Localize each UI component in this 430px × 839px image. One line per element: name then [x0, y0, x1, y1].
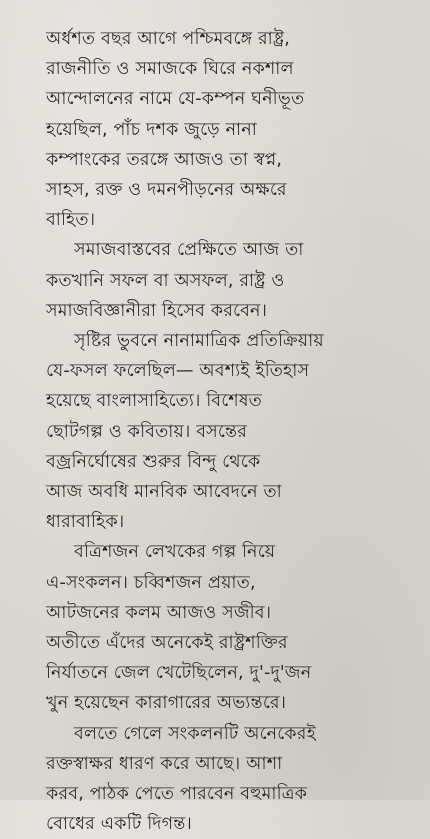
text-line: আজ অবধি মানবিক আবেদনে তা — [46, 482, 282, 503]
text-line: বজ্রনির্ঘোষের শুরুর বিন্দু থেকে — [46, 451, 261, 472]
text-line: বোধের একটি দিগন্ত। — [46, 814, 192, 835]
text-line: অতীতে এঁদের অনেকেই রাষ্ট্রশক্তির — [46, 633, 288, 654]
text-line: করব, পাঠক পেতে পারবেন বহুমাত্রিক — [46, 784, 308, 805]
text-line: নির্যাতনে জেল খেটেছিলেন, দু'-দু'জন — [46, 663, 312, 684]
text-line: আন্দোলনের নামে যে-কম্পন ঘনীভূত — [46, 89, 305, 110]
paragraph-2 — [46, 235, 408, 326]
text-line: রক্তস্বাক্ষর ধারণ করে আছে। আশা — [46, 753, 283, 774]
text-line: সাহস, রক্ত ও দমনপীড়নের অক্ষরে — [46, 180, 287, 201]
text-line: হয়েছে বাংলাসাহিত্যে। বিশেষত — [46, 391, 263, 412]
text-line: সমাজবাস্তবের প্রেক্ষিতে আজ তা — [74, 240, 304, 261]
text-line: সমাজবিজ্ঞানীরা হিসেব করবেন। — [46, 300, 268, 321]
text-line: সৃষ্টির ভুবনে নানামাত্রিক প্রতিক্রিয়ায় — [74, 331, 324, 352]
paragraph-4 — [46, 537, 408, 718]
paragraph-3 — [46, 326, 408, 537]
text-line: আটজনের কলম আজও সজীব। — [46, 602, 272, 623]
text-line: খুন হয়েছেন কারাগারের অভ্যন্তরে। — [46, 693, 287, 714]
text-line: অর্ধশত বছর আগে পশ্চিমবঙ্গে রাষ্ট্র, — [46, 29, 291, 49]
text-line: বাহিত। — [46, 210, 96, 231]
text-line: কম্পাংকের তরঙ্গে আজও তা স্বপ্ন, — [46, 149, 283, 170]
text-line: যে-ফসল ফলেছিল— অবশ্যই ইতিহাস — [46, 361, 310, 382]
text-line: রাজনীতি ও সমাজকে ঘিরে নকশাল — [46, 59, 294, 80]
text-line: হয়েছিল, পাঁচ দশক জুড়ে নানা — [46, 119, 258, 140]
blurb-text — [46, 24, 408, 839]
paragraph-5 — [46, 719, 408, 839]
text-line: ধারাবাহিক। — [46, 512, 125, 533]
text-line: এ-সংকলন। চব্বিশজন প্রয়াত, — [46, 572, 256, 593]
text-line: বলতে গেলে সংকলনটি অনেকেরই — [74, 723, 316, 744]
text-line: কতখানি সফল বা অসফল, রাষ্ট্র ও — [46, 270, 285, 291]
text-line: ছোটগল্প ও কবিতায়। বসন্তের — [46, 421, 248, 442]
text-line: বত্রিশজন লেখকের গল্প নিয়ে — [74, 542, 276, 563]
paragraph-1 — [46, 24, 408, 235]
